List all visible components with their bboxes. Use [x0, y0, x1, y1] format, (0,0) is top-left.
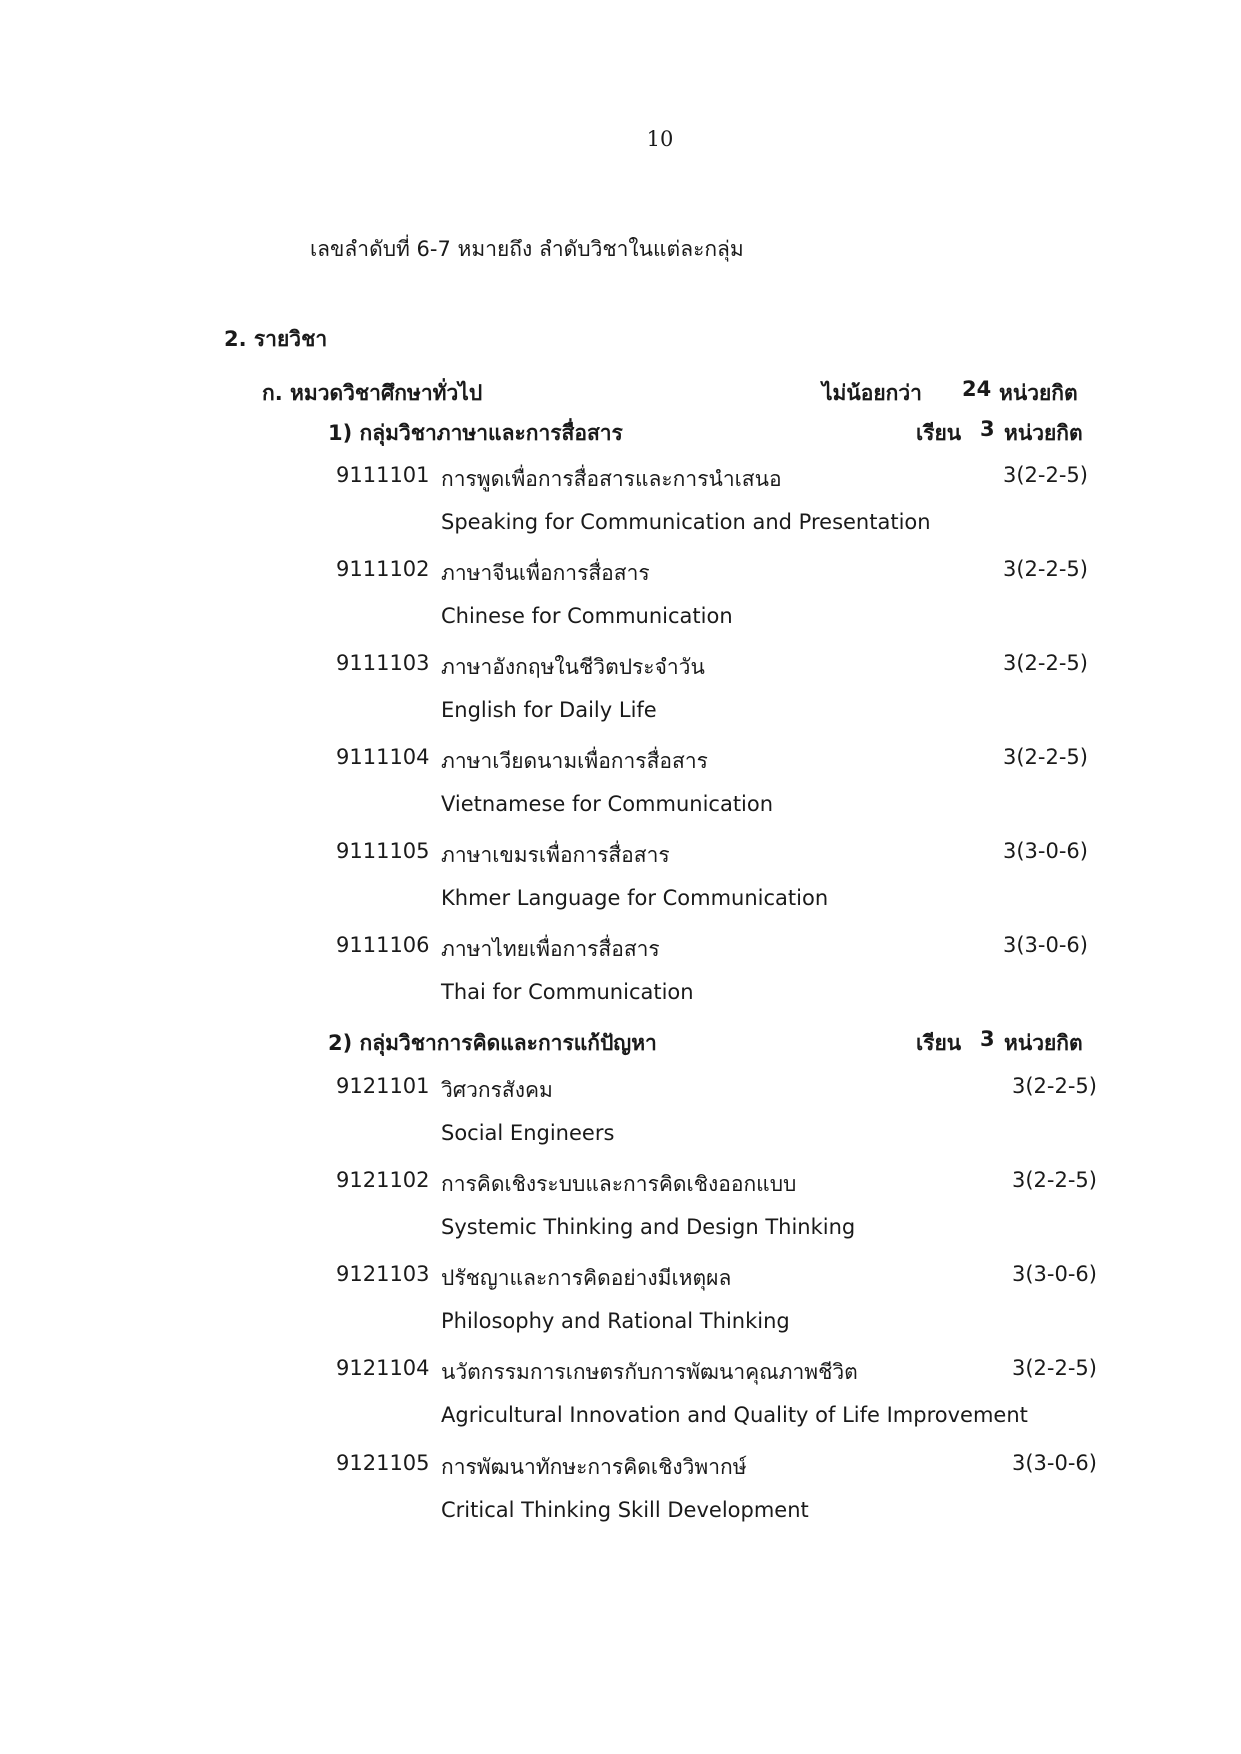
- course-credit: 3(3-0-6): [1003, 933, 1088, 957]
- course-code: 9121105: [336, 1451, 430, 1475]
- course-row: [0, 839, 1241, 929]
- course-name-th: ภาษาอังกฤษในชีวิตประจำวัน: [441, 655, 705, 679]
- course-name-en: Agricultural Innovation and Quality of Life Improvement: [441, 1403, 1028, 1427]
- course-row: [0, 1451, 1241, 1541]
- group-credits: 3: [980, 417, 995, 441]
- course-name-th: วิศวกรสังคม: [441, 1078, 553, 1102]
- course-row: [0, 933, 1241, 1023]
- course-row: [0, 557, 1241, 647]
- course-name-en: Systemic Thinking and Design Thinking: [441, 1215, 856, 1239]
- course-code: 9111102: [336, 557, 430, 581]
- course-row: [0, 651, 1241, 741]
- page-number: 10: [646, 127, 674, 151]
- course-name-th: ภาษาเขมรเพื่อการสื่อสาร: [441, 843, 670, 867]
- course-code: 9111101: [336, 463, 430, 487]
- group-study-label: เรียน: [916, 1031, 962, 1055]
- course-name-en: Speaking for Communication and Presentation: [441, 510, 931, 534]
- course-code: 9111106: [336, 933, 430, 957]
- course-name-th: การคิดเชิงระบบและการคิดเชิงออกแบบ: [441, 1172, 797, 1196]
- course-credit: 3(2-2-5): [1003, 651, 1088, 675]
- course-code: 9121103: [336, 1262, 430, 1286]
- course-credit: 3(2-2-5): [1012, 1356, 1097, 1380]
- course-name-th: การพัฒนาทักษะการคิดเชิงวิพากษ์: [441, 1455, 747, 1479]
- course-name-th: ภาษาไทยเพื่อการสื่อสาร: [441, 937, 660, 961]
- course-credit: 3(3-0-6): [1012, 1262, 1097, 1286]
- course-name-en: English for Daily Life: [441, 698, 657, 722]
- course-name-en: Thai for Communication: [441, 980, 694, 1004]
- category-title: ก. หมวดวิชาศึกษาทั่วไป: [262, 381, 483, 405]
- course-row: [0, 1262, 1241, 1352]
- course-code: 9111104: [336, 745, 430, 769]
- course-name-th: ภาษาเวียดนามเพื่อการสื่อสาร: [441, 749, 708, 773]
- course-name-th: นวัตกรรมการเกษตรกับการพัฒนาคุณภาพชีวิต: [441, 1360, 858, 1384]
- category-unit: หน่วยกิต: [999, 381, 1078, 405]
- course-credit: 3(3-0-6): [1012, 1451, 1097, 1475]
- group-unit: หน่วยกิต: [1004, 1031, 1083, 1055]
- course-name-en: Social Engineers: [441, 1121, 615, 1145]
- course-name-th: ปรัชญาและการคิดอย่างมีเหตุผล: [441, 1266, 732, 1290]
- numbering-note: เลขลำดับที่ 6-7 หมายถึง ลำดับวิชาในแต่ละกลุ่ม: [310, 237, 744, 261]
- course-name-en: Chinese for Communication: [441, 604, 733, 628]
- course-credit: 3(2-2-5): [1012, 1168, 1097, 1192]
- course-row: [0, 1168, 1241, 1258]
- course-row: [0, 745, 1241, 835]
- course-credit: 3(2-2-5): [1003, 557, 1088, 581]
- course-name-en: Critical Thinking Skill Development: [441, 1498, 809, 1522]
- section-heading: 2. รายวิชา: [224, 327, 328, 351]
- course-name-en: Philosophy and Rational Thinking: [441, 1309, 790, 1333]
- course-code: 9121101: [336, 1074, 430, 1098]
- group-unit: หน่วยกิต: [1004, 421, 1083, 445]
- course-code: 9111105: [336, 839, 430, 863]
- course-name-en: Vietnamese for Communication: [441, 792, 774, 816]
- course-row: [0, 1356, 1241, 1446]
- course-credit: 3(2-2-5): [1003, 463, 1088, 487]
- course-name-th: การพูดเพื่อการสื่อสารและการนำเสนอ: [441, 467, 782, 491]
- course-credit: 3(3-0-6): [1003, 839, 1088, 863]
- course-name-en: Khmer Language for Communication: [441, 886, 829, 910]
- course-code: 9111103: [336, 651, 430, 675]
- category-credits: 24: [962, 377, 992, 401]
- course-row: [0, 463, 1241, 553]
- course-code: 9121102: [336, 1168, 430, 1192]
- course-credit: 3(2-2-5): [1003, 745, 1088, 769]
- course-code: 9121104: [336, 1356, 430, 1380]
- group-title: 1) กลุ่มวิชาภาษาและการสื่อสาร: [328, 421, 623, 445]
- course-row: [0, 1074, 1241, 1164]
- group-study-label: เรียน: [916, 421, 962, 445]
- group-title: 2) กลุ่มวิชาการคิดและการแก้ปัญหา: [328, 1031, 657, 1055]
- course-credit: 3(2-2-5): [1012, 1074, 1097, 1098]
- category-min-label: ไม่น้อยกว่า: [822, 381, 922, 405]
- course-name-th: ภาษาจีนเพื่อการสื่อสาร: [441, 561, 650, 585]
- group-credits: 3: [980, 1027, 995, 1051]
